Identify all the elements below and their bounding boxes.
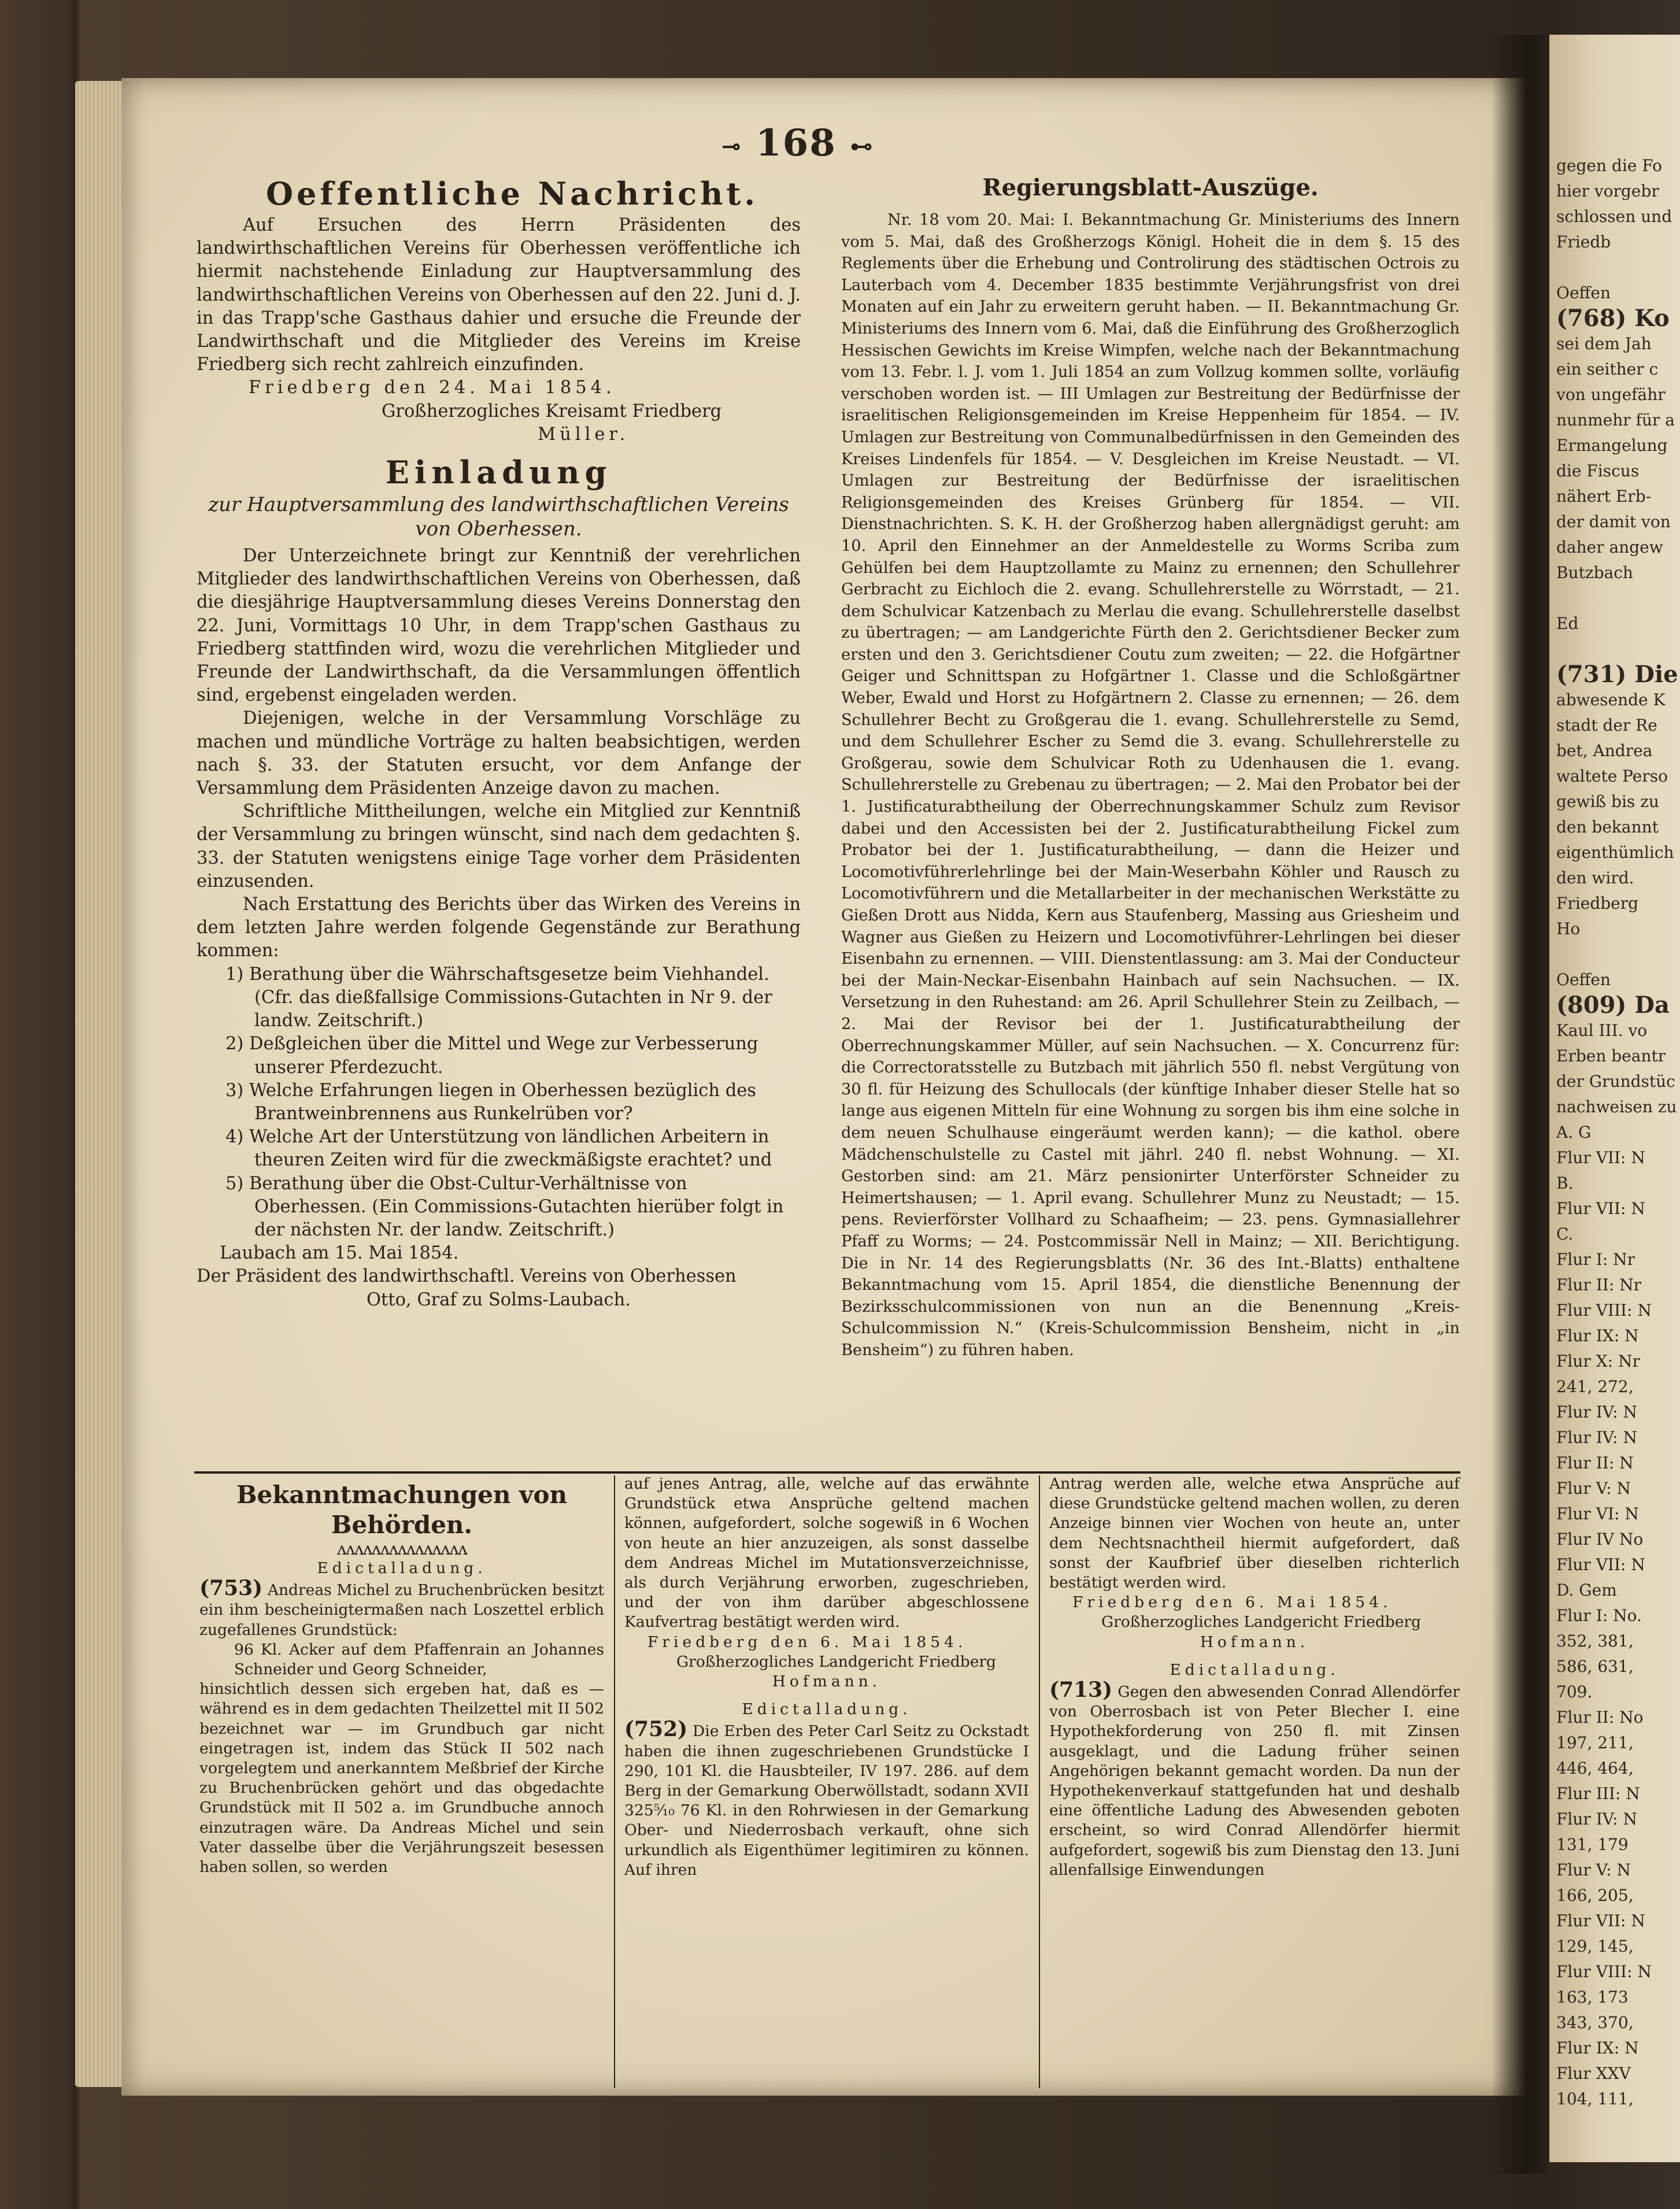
facing-page-line: (768) Ko [1556, 305, 1670, 332]
facing-page-line: Kaul III. vo [1556, 1021, 1648, 1040]
ornament-right-icon: ⊷ [850, 133, 874, 159]
notice-body: auf jenes Antrag, alle, welche auf das erwähnte Grundstück etwa Ansprüche geltend machen können, aufgefordert, solche sogewiß in 6 Wochen von heute an hier anzuzeigen, als sonst dasselbe dem Andreas Michel im Mutationsverzeichnisse, als durch Verjährung erworben, zugeschrieben, und der von ihm darüber abgeschlossene Kaufvertrag bestätigt werden wird. [624, 1475, 1029, 1631]
facing-page-line: 166, 205, [1556, 1886, 1634, 1905]
notice-body: Die Erben des Peter Carl Seitz zu Ockstadt haben die ihnen zugeschriebenen Grundstücke I 290, 101 Kl. die Hausbteiler, IV 197. 286. auf dem Berg in der Gemarkung Oberwöllstadt, sodann XVII 325⁵⁄₁₀ 76 Kl. in den Rohrwiesen in der Gemarkung Ober- und Niederrosbach verkauft, ohne sich urkundlich als Eigenthümer legitimiren zu können. Auf ihren [624, 1722, 1029, 1879]
notice-number: (753) [199, 1576, 263, 1601]
ornament-left-icon: ⊸ [722, 133, 742, 159]
facing-page-line: 197, 211, [1556, 1733, 1634, 1752]
facing-page-line: Flur IV No [1556, 1530, 1644, 1549]
agenda-item: 5) Berathung über die Obst-Cultur-Verhältnisse von Oberhessen. (Ein Commissions-Gutachten hierüber folgt in der nächsten Nr. der landw. Zeitschrift.) [225, 1173, 784, 1240]
facing-page-line: Flur V: N [1556, 1860, 1631, 1879]
facing-page-line: 129, 145, [1556, 1937, 1634, 1956]
facing-page-line: Flur II: N [1556, 1453, 1634, 1472]
oeff-title: Oeffentliche Nachricht. [266, 175, 759, 212]
facing-page-line: Ho [1556, 919, 1581, 938]
notice-body: Gegen den abwesenden Conrad Allendörfer von Oberrosbach ist von Peter Blecher I. eine Hypothekforderung von 250 fl. mit Zinsen ausgeklagt, und die Ladung früher seinen Angehörigen bekannt gemacht worden. Da nun der Hypothekenverkauf stattgefunden hat und deshalb eine öffentliche Ladung des Abwesenden geboten erscheint, so wird Conrad Allendörfer hiermit aufgefordert, sogewiß bis zum Dienstag den 13. Juni allenfallsige Einwendungen [1049, 1683, 1460, 1879]
facing-page-line: (809) Da [1556, 991, 1670, 1019]
behoerden-title: Bekanntmachungen von Behörden. [236, 1481, 568, 1539]
left-column [197, 173, 801, 1312]
facing-page-line: B. [1556, 1174, 1574, 1193]
page-number: 168 [756, 121, 837, 165]
facing-page-line: Erben beantr [1556, 1046, 1666, 1065]
oeff-signature-name: Müller. [538, 424, 630, 445]
facing-page-line: gegen die Fo [1556, 156, 1663, 175]
agenda-item: 2) Deßgleichen über die Mittel und Wege zur Verbesserung unserer Pferdezucht. [225, 1034, 758, 1078]
page-edges [75, 81, 127, 2087]
einladung-paragraph-1: Der Unterzeichnete bringt zur Kenntniß der verehrlichen Mitglieder des landwirthschaftlichen Vereins von Oberhessen, daß die diesjährige Hauptversammlung dieses Vereins Donnerstag den 22. Juni, Vormittags 10 Uhr, in dem Trapp'schen Gasthaus zu Friedberg stattfinden wird, wozu die verehrlichen Mitglieder und Freunde der Landwirthschaft, da die Versammlungen öffentlich sind, ergebenst eingeladen werden. [197, 546, 801, 706]
edict-heading: Edictalladung. [742, 1700, 912, 1719]
einladung-signature-title: Der Präsident des landwirthschaftl. Vereins von Oberhessen [197, 1266, 737, 1287]
oeff-body: Auf Ersuchen des Herrn Präsidenten des landwirthschaftlichen Vereins für Oberhessen veröffentliche ich hiermit nachstehende Einladung zur Hauptversammlung des landwirthschaftlichen Vereins von Oberhessen auf den 22. Juni d. J. in das Trapp'sche Gasthaus dahier und ersuche die Freunde der Landwirthschaft und die Mitglieder des Vereins im Kreise Friedberg sich recht zahlreich einzufinden. [197, 215, 801, 375]
section-divider [194, 1471, 1460, 1474]
notice-signature-office: Großherzogliches Landgericht Friedberg [1101, 1613, 1422, 1631]
facing-page-line: 446, 464, [1556, 1759, 1634, 1778]
facing-page-line: von ungefähr [1556, 385, 1666, 404]
facing-page-line: nachweisen zu [1556, 1097, 1677, 1116]
facing-page-line: Flur X: Nr [1556, 1352, 1640, 1371]
einladung-title: Einladung [385, 454, 612, 491]
facing-page-line: Oeffen [1556, 283, 1611, 302]
facing-page-line: Friedb [1556, 232, 1611, 251]
facing-page-line: 131, 179 [1556, 1835, 1629, 1854]
facing-page-line: Flur VIII: N [1556, 1962, 1652, 1981]
notice-number: (752) [624, 1717, 688, 1742]
facing-page-line: Friedberg [1556, 894, 1639, 913]
facing-page-line: Flur IX: N [1556, 1326, 1639, 1345]
facing-page-line: D. Gem [1556, 1581, 1617, 1600]
notice-date: Friedberg den 6. Mai 1854. [1072, 1593, 1392, 1612]
wavy-rule-icon: ʌʌʌʌʌʌʌʌʌʌʌʌʌʌʌ [336, 1539, 467, 1559]
facing-page-line: schlossen und [1556, 207, 1672, 226]
notice-body: Antrag werden alle, welche etwa Ansprüche auf diese Grundstücke geltend machen wollen, zu deren Anzeige binnen vier Wochen von heute an, unter dem Nechtsnachtheil hiermit aufgefordert, daß sonst der Kaufbrief über dieselben richterlich bestätigt werden wird. [1049, 1475, 1460, 1592]
einladung-paragraph-4: Nach Erstattung des Berichts über das Wirken des Vereins in dem letzten Jahre werden folgende Gegenstände zur Berathung kommen: [197, 894, 801, 961]
facing-page-line: 709. [1556, 1682, 1593, 1701]
facing-page-line: ein seither c [1556, 360, 1659, 379]
facing-page-line: abwesende K [1556, 690, 1666, 709]
edict-heading: Edictalladung. [1170, 1660, 1339, 1679]
facing-page-line: Flur II: No [1556, 1708, 1644, 1727]
facing-page-line: 104, 111, [1556, 2089, 1634, 2108]
agenda-item: 3) Welche Erfahrungen liegen in Oberhessen bezüglich des Brantweinbrennens aus Runkelrüben vor? [225, 1080, 756, 1124]
facing-page-line: 586, 631, [1556, 1657, 1634, 1676]
facing-page-line: waltete Perso [1556, 767, 1668, 786]
agenda-item: 1) Berathung über die Währschaftsgesetze beim Viehhandel. (Cfr. das dießfallsige Commissions-Gutachten in Nr 9. der landw. Zeitschrift.) [225, 964, 772, 1031]
notice-signature-name: Hofmann. [1200, 1633, 1309, 1651]
oeff-signature-office: Großherzogliches Kreisamt Friedberg [382, 401, 722, 421]
einladung-paragraph-2: Diejenigen, welche in der Versammlung Vorschläge zu machen und mündliche Vorträge zu halten beabsichtigen, werden nach §. 33. der Statuten ersucht, vor dem Anfange der Versammlung dem Präsidenten Anzeige davon zu machen. [197, 708, 801, 799]
facing-page-line: gewiß bis zu [1556, 792, 1659, 811]
einladung-paragraph-3: Schriftliche Mittheilungen, welche ein Mitglied zur Kenntniß der Versammlung zu bringen wünscht, sind nach dem gedachten §. 33. der Statuten wenigstens einige Tage vorher dem Präsidenten einzusenden. [197, 801, 801, 891]
facing-page-line: Flur III: N [1556, 1784, 1640, 1803]
notice-body-continued: hinsichtlich dessen sich ergeben hat, daß es — während es in dem gedachten Theilzettel mit II 502 bezeichnet war — im Grundbuch gar nicht eingetragen ist, indem das Stück II 502 nach vorgelegtem und anerkanntem Meßbrief der Kirche zu Bruchenbrücken gehört und das obgedachte Grundstück mit II 502 a. im Grundbuche annoch einzutragen wäre. Da Andreas Michel und sein Vater dasselbe über die Verjährungszeit besessen haben sollen, so werden [199, 1680, 604, 1877]
facing-page-line: hier vorgebr [1556, 182, 1659, 201]
facing-page-line: A. G [1556, 1123, 1592, 1142]
bottom-column-2 [624, 1474, 1029, 1880]
facing-page-line: Flur IV: N [1556, 1428, 1637, 1447]
bottom-column-3 [1049, 1474, 1460, 1880]
facing-page-line: sei dem Jah [1556, 334, 1652, 353]
facing-page-line: C. [1556, 1224, 1574, 1244]
facing-page-line: die Fiscus [1556, 461, 1640, 480]
facing-page-line: der damit von [1556, 512, 1671, 531]
einladung-date: Laubach am 15. Mai 1854. [220, 1243, 459, 1264]
regierungsblatt-title: Regierungsblatt-Auszüge. [982, 174, 1319, 201]
facing-page-line: 241, 272, [1556, 1377, 1634, 1396]
facing-page-line: Flur II: Nr [1556, 1275, 1642, 1294]
facing-page-line: Flur I: No. [1556, 1606, 1642, 1625]
facing-page-line: nähert Erb- [1556, 487, 1652, 506]
facing-page-line: Ermangelung [1556, 436, 1668, 455]
facing-page-line: Flur VII: N [1556, 1148, 1645, 1167]
notice-number: (713) [1049, 1678, 1113, 1703]
facing-page-line: daher angew [1556, 538, 1663, 557]
facing-page-line: den bekannt [1556, 817, 1659, 837]
facing-page-line: Butzbach [1556, 563, 1633, 582]
book-gutter [1492, 35, 1549, 2174]
facing-page-line: den wird. [1556, 868, 1634, 887]
facing-page-line: Flur IV: N [1556, 1810, 1637, 1829]
notice-body: Andreas Michel zu Bruchenbrücken besitzt ein ihm bescheinigtermaßen nach Loszettel erblich zugefallenes Grundstück: [199, 1581, 604, 1639]
notice-parcel: 96 Kl. Acker auf dem Pfaffenrain an Johannes Schneider und Georg Schneider, [234, 1640, 604, 1679]
notice-date: Friedberg den 6. Mai 1854. [647, 1633, 967, 1651]
facing-page-line: der Grundstüc [1556, 1072, 1675, 1091]
facing-page-line: bet, Andrea [1556, 741, 1653, 760]
facing-page-line: Flur VII: N [1556, 1911, 1645, 1930]
facing-page-line: Flur VI: N [1556, 1504, 1639, 1523]
regierungsblatt-body: Nr. 18 vom 20. Mai: I. Bekanntmachung Gr. Ministeriums des Innern vom 5. Mai, daß des Großherzogs Königl. Hoheit die in dem §. 15 des Reglements über die Erhebung und Controlirung des städtischen Octrois zu Lauterbach vom 4. December 1835 bestimmte Verjährungsfrist von drei Monaten auf ein Jahr zu erweitern geruht haben. — II. Bekanntmachung Gr. Ministeriums des Innern vom 6. Mai, daß die Einführung des Großherzoglich Hessischen Gewichts im Kreise Wimpfen, welche nach der Bekanntmachung vom 13. Febr. l. J. vom 1. Juli 1854 an zum Vollzug kommen sollte, vorläufig verschoben worden ist. — III Umlagen zur Bestreitung der Bedürfnisse der israelitischen Religionsgemeinden im Kreise Heppenheim für 1854. — IV. Umlagen zur Bestreitung von Communalbedürfnissen in den Gemeinden des Kreises Lindenfels für 1854. — V. Desgleichen im Kreise Neustadt. — VI. Umlagen zur Bestreitung der Bedürfnisse der israelitischen Religionsgemeinden des Kreises Grünberg für 1854. — VII. Dienstnachrichten. S. K. H. der Großherzog haben allergnädigst geruht: am 10. April den Einnehmer an der Anmeldestelle zu Worms Scriba zum Gehülfen bei dem Hauptzollamte zu Mainz zu ernennen; den Schullehrer Gerbracht zu Eichloch die 2. evang. Schullehrerstelle zu Wörrstadt, — 21. dem Schulvicar Katzenbach zu Merlau die evang. Schullehrerstelle daselbst zu übertragen; — am Landgerichte Fürth den 2. Gerichtsdiener Becker zum ersten und den 3. Gerichtsdiener Coutu zum zweiten; — 22. die Hofgärtner Geiger und Schnittspan zu Hofgärtner 1. Classe und die Schloßgärtner Weber, Ewald und Horst zu Hofgärtnern 2. Classe zu ernennen; — 26. dem Schullehrer Becht zu Großgerau die 1. evang. Schullehrerstelle zu Semd, und dem Schullehrer Escher zu Semd die 3. evang. Schullehrerstelle zu Großgerau, sowie dem Schulvicar Roth zu Udenhausen die 1. evang. Schullehrerstelle zu Grebenau zu übertragen; — 2. Mai den Probator bei der 1. Justificaturabtheilung der Oberrechnungskammer Schulz zum Revisor dabei und den Accessisten bei der 2. Justificaturabtheilung Fickel zum Probator bei der 1. Justificaturabtheilung, — dann die Heizer und Locomotivführerlehrlinge bei der Main-Weserbahn Köhler und Rausch zu Locomotivführern und die Metallarbeiter in der mechanischen Werkstätte zu Gießen Drott aus Nidda, Kern aus Staufenberg, Massing aus Griesheim und Wagner aus Gießen zu Heizern und Locomotivführer-Lehrlingen bei dieser Eisenbahn zu ernennen. — VIII. Dienstentlassung: am 3. Mai der Conducteur bei der Main-Neckar-Eisenbahn Hainbach auf sein Nachsuchen. — IX. Versetzung in den Ruhestand: am 26. April Schullehrer Stein zu Zeilbach, — 2. Mai der Revisor bei der 1. Justificaturabtheilung der Oberrechnungskammer Müller, auf sein Nachsuchen. — X. Concurrenz für: die Correctoratsstelle zu Butzbach mit jährlich 550 fl. nebst Vergütung von 30 fl. für Heizung des Schullocals (der künftige Inhaber dieser Stelle hat so lange aus eigenen Mitteln für eine Wohnung zu sorgen bis ihm eine solche in dem neuen Schulhause eingeräumt werden kann); — die kathol. obere Mädchenschulstelle zu Castel mit jährl. 240 fl. nebst Wohnung. — XI. Gestorben sind: am 21. März pensionirter Unterförster Schneider zu Heimertshausen; — 1. April evang. Schullehrer Munz zu Neustadt; — 15. pens. Revierförster Vollhard zu Schaafheim; — 23. pens. Gymnasiallehrer Pfaff zu Worms; — 24. Postcommissär Nell in Mainz; — XII. Berichtigung. Die in Nr. 14 des Regierungsblatts (Nr. 36 des Int.-Blatts) enthaltene Bekanntmachung vom 15. April 1854, die dienstliche Benennung der Bezirksschulcommissionen von nun an die Benennung „Kreis-Schulcommission N.“ (Kreis-Schulcommission Bensheim, nicht in „in Bensheim“) zu führen haben. [841, 211, 1460, 1359]
right-column [841, 173, 1460, 1361]
agenda-item: 4) Welche Art der Unterstützung von ländlichen Arbeitern in theuren Zeiten wird für die zweckmäßigste erachtet? und [225, 1127, 772, 1171]
facing-page-line: 352, 381, [1556, 1631, 1634, 1651]
facing-page-line: 343, 370, [1556, 2013, 1634, 2032]
facing-page-line: Flur I: Nr [1556, 1250, 1635, 1269]
einladung-subtitle-2: von Oberhessen. [415, 517, 582, 541]
oeff-date: Friedberg den 24. Mai 1854. [249, 378, 616, 398]
notice-signature-name: Hofmann. [772, 1673, 882, 1691]
facing-page-line: Oeffen [1556, 970, 1611, 989]
page-header [711, 121, 885, 165]
edict-heading: Edictalladung. [317, 1559, 487, 1577]
facing-page-line: Flur IV: N [1556, 1403, 1637, 1422]
facing-page-line: Flur XXV [1556, 2064, 1631, 2083]
facing-page-line: (731) Die [1556, 661, 1678, 688]
column-rule [614, 1475, 615, 2088]
facing-page-line: 163, 173 [1556, 1988, 1629, 2007]
facing-page-line: Flur IX: N [1556, 2038, 1639, 2058]
einladung-signature-name: Otto, Graf zu Solms-Laubach. [367, 1289, 631, 1310]
bottom-column-1 [199, 1480, 604, 1877]
facing-page-line: Flur VII: N [1556, 1555, 1645, 1574]
facing-page-line: Ed [1556, 614, 1579, 633]
facing-page-line: Flur VIII: N [1556, 1301, 1652, 1320]
facing-page-line: Flur VII: N [1556, 1199, 1645, 1218]
column-rule [1039, 1475, 1040, 2088]
facing-page-line: nunmehr für a [1556, 410, 1675, 430]
facing-page-line: Flur V: N [1556, 1479, 1631, 1498]
notice-signature-office: Großherzogliches Landgericht Friedberg [676, 1652, 997, 1671]
facing-page-line: eigenthümlich [1556, 843, 1674, 862]
facing-page-line: stadt der Re [1556, 716, 1657, 735]
facing-page-fragment [1549, 35, 1680, 2162]
einladung-subtitle-1: zur Hauptversammlung des landwirthschaftlichen Vereins [208, 493, 789, 517]
